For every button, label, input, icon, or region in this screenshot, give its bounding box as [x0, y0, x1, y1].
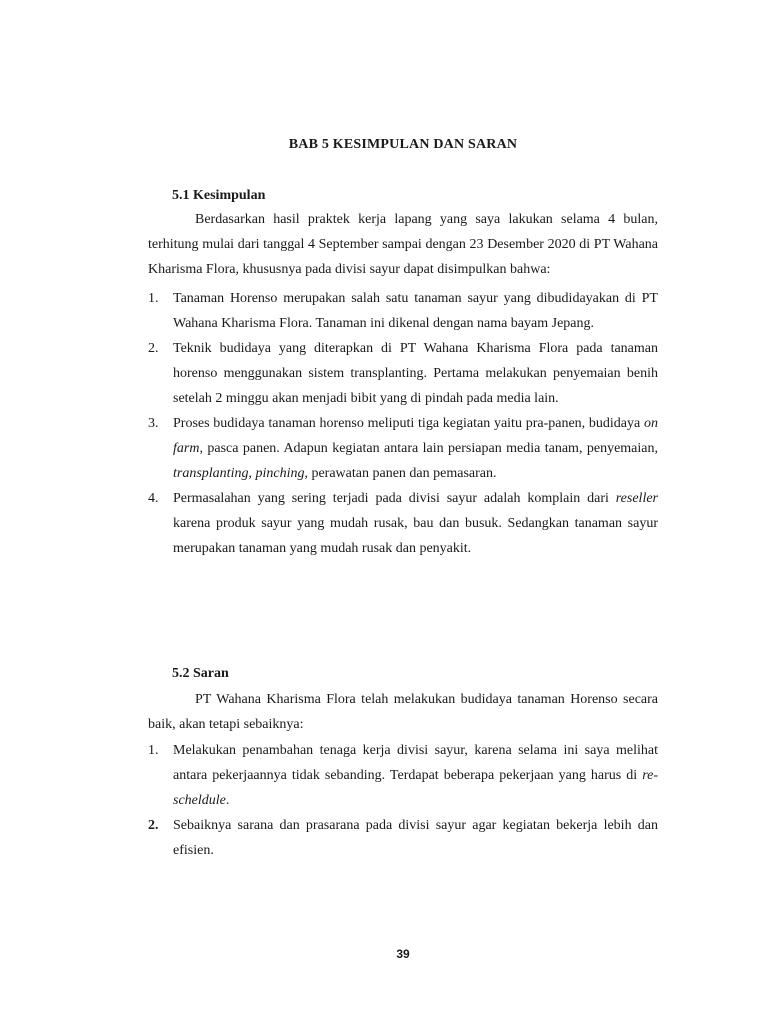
list-item-text	[173, 743, 658, 808]
list-item	[148, 486, 658, 561]
list-item	[148, 738, 658, 813]
list-number: 2.	[148, 818, 159, 833]
list-item-text: Teknik budidaya yang diterapkan di PT Wahana Kharisma Flora pada tanaman horenso menggunakan sistem transplanting. Pertama melakukan penyemaian benih setelah 2 minggu akan menjadi bibit yang di pindah pada media lain.	[173, 341, 658, 406]
list-number: 2.	[148, 341, 159, 356]
italic-term: re-scheldule	[173, 768, 658, 808]
italic-term: reseller	[615, 491, 658, 506]
text-run: Proses budidaya tanaman horenso meliputi tiga kegiatan yaitu pra-panen, budidaya	[173, 416, 644, 431]
text-run: .	[225, 793, 230, 808]
text-run: Permasalahan yang sering terjadi pada divisi sayur adalah komplain dari	[173, 491, 616, 506]
saran-list	[148, 738, 658, 863]
list-item	[148, 336, 658, 411]
saran-intro-paragraph	[148, 687, 658, 737]
section-heading-saran: 5.2 Saran	[172, 666, 229, 681]
list-item-text	[173, 416, 658, 481]
italic-term: on farm	[173, 416, 658, 456]
text-run: Melakukan penambahan tenaga kerja divisi sayur, karena selama ini saya melihat antara pekerjaannya tidak sebanding. Terdapat beberapa pekerjaan yang harus di	[173, 743, 658, 783]
list-number: 1.	[148, 291, 159, 306]
saran-intro-text: PT Wahana Kharisma Flora telah melakukan budidaya tanaman Horenso secara baik, akan tetapi sebaiknya:	[148, 692, 658, 732]
text-run: karena produk sayur yang mudah rusak, bau dan busuk. Sedangkan tanaman sayur merupakan tanaman yang mudah rusak dan penyakit.	[173, 516, 658, 556]
list-item	[148, 411, 658, 486]
list-item-text: Tanaman Horenso merupakan salah satu tanaman sayur yang dibudidayakan di PT Wahana Kharisma Flora. Tanaman ini dikenal dengan nama bayam Jepang.	[173, 291, 658, 331]
list-number: 1.	[148, 743, 159, 758]
chapter-title: BAB 5 KESIMPULAN DAN SARAN	[288, 137, 518, 152]
kesimpulan-intro-text: Berdasarkan hasil praktek kerja lapang yang saya lakukan selama 4 bulan, terhitung mulai dari tanggal 4 September sampai dengan 23 Desember 2020 di PT Wahana Kharisma Flora, khususnya pada divisi sayur dapat disimpulkan bahwa:	[148, 212, 658, 277]
kesimpulan-intro-paragraph	[148, 207, 658, 282]
list-item	[148, 813, 658, 863]
list-number: 4.	[148, 491, 159, 506]
italic-term: transplanting	[173, 466, 249, 481]
text-run: , pasca panen. Adapun kegiatan antara lain persiapan media tanam, penyemaian,	[199, 441, 658, 456]
list-item-text	[173, 491, 658, 556]
kesimpulan-list	[148, 286, 658, 561]
text-run: , perawatan panen dan pemasaran.	[304, 466, 497, 481]
list-item	[148, 286, 658, 336]
list-number: 3.	[148, 416, 159, 431]
list-item-text: Sebaiknya sarana dan prasarana pada divisi sayur agar kegiatan bekerja lebih dan efisien.	[173, 818, 658, 858]
italic-term: pinching	[255, 466, 305, 481]
section-heading-kesimpulan: 5.1 Kesimpulan	[172, 188, 266, 203]
text-run: ,	[248, 466, 256, 481]
page-number: 39	[396, 947, 410, 961]
